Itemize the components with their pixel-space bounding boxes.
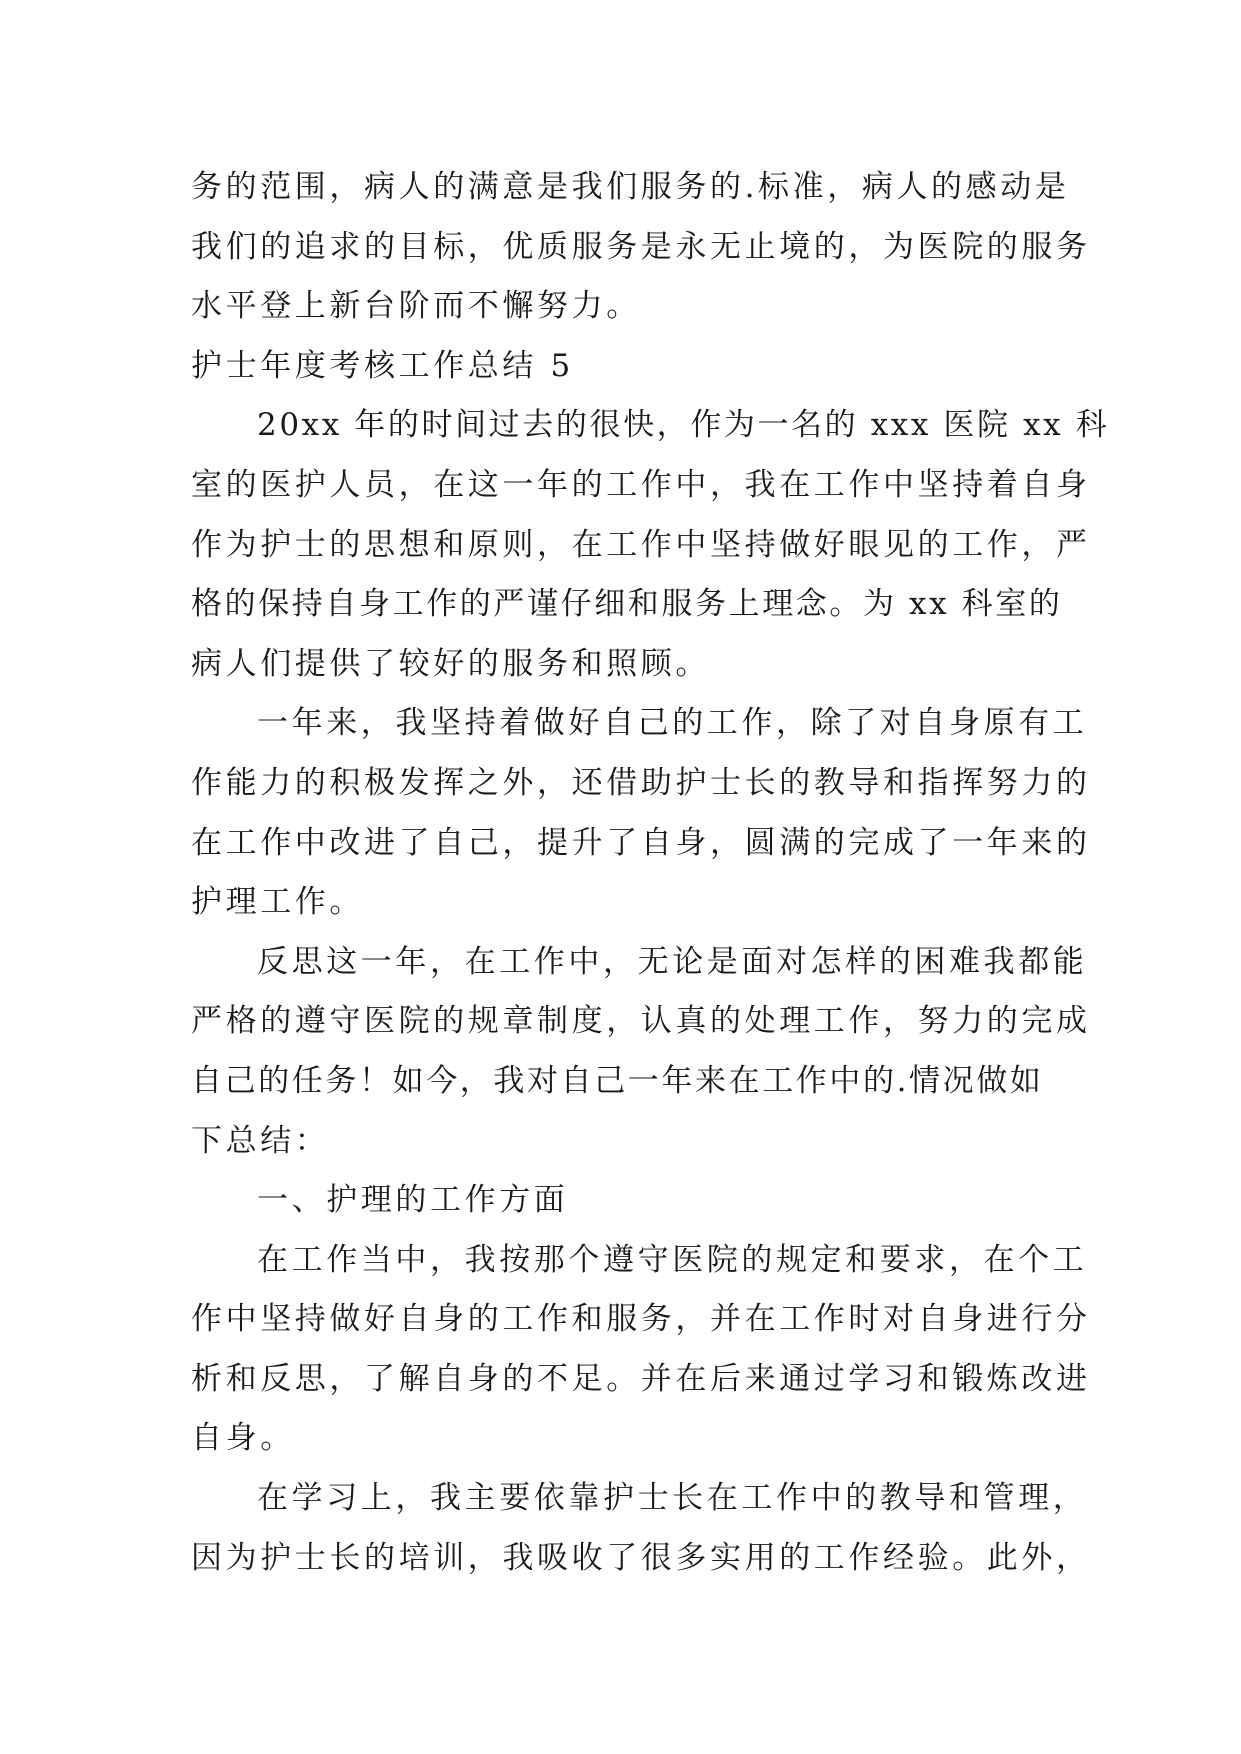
section-heading: 护士年度考核工作总结 5 bbox=[191, 347, 574, 384]
text-line: 在学习上，我主要依靠护士长在工作中的教导和管理， bbox=[257, 1480, 1088, 1517]
text-line: 病人们提供了较好的服务和照顾。 bbox=[191, 645, 710, 682]
text-line: 严格的遵守医院的规章制度，认真的处理工作，努力的完成 bbox=[191, 1003, 1091, 1040]
text-line: 一年来，我坚持着做好自己的工作，除了对自身原有工 bbox=[257, 705, 1088, 742]
text-line: 在工作当中，我按那个遵守医院的规定和要求，在个工 bbox=[257, 1241, 1088, 1278]
text-line: 在工作中改进了自己，提升了自身，圆满的完成了一年来的 bbox=[191, 824, 1091, 861]
text-line: 20xx 年的时间过去的很快，作为一名的 xxx 医院 xx 科 bbox=[257, 407, 1110, 444]
text-line: 水平登上新台阶而不懈努力。 bbox=[191, 288, 641, 325]
text-line: 护理工作。 bbox=[191, 884, 364, 921]
text-line: 下总结： bbox=[191, 1122, 330, 1159]
text-line: 析和反思，了解自身的不足。并在后来通过学习和锻炼改进 bbox=[191, 1360, 1091, 1397]
text-line: 格的保持自身工作的严谨仔细和服务上理念。为 xx 科室的 bbox=[191, 586, 1063, 623]
text-line: 自身。 bbox=[191, 1420, 295, 1457]
text-line: 务的范围，病人的满意是我们服务的.标准，病人的感动是 bbox=[191, 169, 1070, 205]
text-line: 因为护士长的培训，我吸收了很多实用的工作经验。此外， bbox=[191, 1539, 1091, 1576]
document-body bbox=[191, 158, 1110, 1588]
text-line: 作中坚持做好自身的工作和服务，并在工作时对自身进行分 bbox=[191, 1301, 1091, 1338]
text-line: 我们的追求的目标，优质服务是永无止境的，为医院的服务 bbox=[191, 228, 1091, 265]
text-line: 室的医护人员，在这一年的工作中，我在工作中坚持着自身 bbox=[191, 466, 1091, 503]
text-line: 作能力的积极发挥之外，还借助护士长的教导和指挥努力的 bbox=[191, 764, 1091, 801]
subsection-heading: 一、护理的工作方面 bbox=[257, 1182, 569, 1219]
text-line: 反思这一年，在工作中，无论是面对怎样的困难我都能 bbox=[257, 943, 1088, 980]
text-line: 自己的任务！如今，我对自己一年来在工作中的.情况做如 bbox=[191, 1062, 1044, 1099]
text-line: 作为护士的思想和原则，在工作中坚持做好眼见的工作，严 bbox=[191, 526, 1091, 563]
